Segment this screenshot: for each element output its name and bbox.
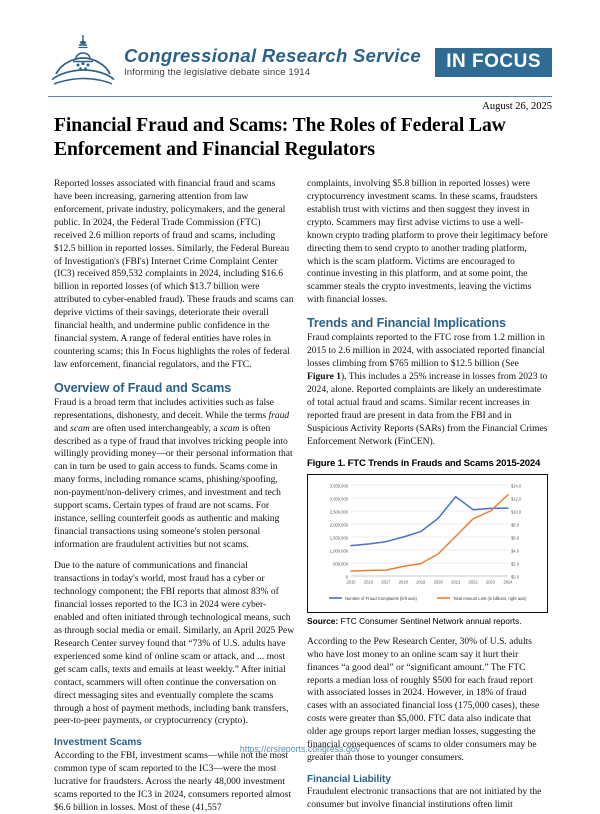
svg-text:$12.0: $12.0	[511, 496, 522, 502]
pew-paragraph: According to the Pew Research Center, 30% of U.S. adults who have lost money to an online scam say it hurt their finances “a good deal” or “significant amount.” The FTC reports a median loss of roughly $500 for each fraud report with associated losses in 2024. However, in 18% of fraud cases with an associated financial loss (175,000 cases), these costs were greater than $5,000. FTC data also indicate that older age groups report larger median losses, suggesting the financial consequences of scams to older consumers may be greater than those to younger consumers.	[307, 635, 540, 764]
subsection-heading-investment-scams: Investment Scams	[54, 737, 142, 749]
svg-text:$2.0: $2.0	[511, 561, 519, 567]
svg-text:2019: 2019	[416, 579, 426, 585]
svg-text:1,000,000: 1,000,000	[329, 548, 348, 554]
svg-text:2021: 2021	[451, 579, 461, 585]
svg-text:2,500,000: 2,500,000	[329, 509, 348, 515]
financial-liability-paragraph: Fraudulent electronic transactions that are not initiated by the consumer but involve financial institutions often limit	[307, 786, 542, 811]
svg-text:$0.0: $0.0	[511, 574, 519, 580]
chart-canvas	[311, 479, 544, 591]
svg-text:2017: 2017	[381, 579, 391, 585]
source-text: FTC Consumer Sentinel Network annual reports.	[338, 616, 522, 627]
svg-text:$4.0: $4.0	[511, 548, 519, 554]
svg-text:$10.0: $10.0	[511, 509, 522, 515]
chart-legend	[311, 591, 544, 610]
overview-italic-scam-1: scam	[70, 422, 90, 434]
svg-text:2016: 2016	[363, 579, 373, 585]
figure-source	[307, 616, 548, 627]
figure-caption: Figure 1. FTC Trends in Frauds and Scams 2015-2024	[307, 458, 541, 470]
figure-frame	[307, 474, 548, 613]
svg-text:0: 0	[345, 574, 348, 580]
masthead	[48, 32, 552, 94]
trends-paragraph	[307, 332, 548, 448]
page-title: Financial Fraud and Scams: The Roles of Federal Law Enforcement and Financial Regulators	[54, 115, 506, 160]
svg-text:$14.0: $14.0	[511, 483, 522, 489]
in-focus-badge: IN FOCUS	[435, 48, 552, 77]
section-heading-trends: Trends and Financial Implications	[307, 316, 506, 331]
organization-name: Congressional Research Service	[124, 45, 421, 66]
left-column	[54, 178, 295, 814]
overview-text-b: and	[54, 422, 71, 434]
overview-italic-fraud: fraud	[268, 409, 290, 421]
figure-1-block	[307, 458, 548, 627]
figure-reference: Figure 1	[307, 370, 342, 382]
overview-text-c: are often used interchangeably, a	[89, 422, 220, 434]
overview-paragraph-2: Due to the nature of communications and financial transactions in today's world, most fraud has a cyber or technology component; the FBI reports that almost 83% of financial losses reported to the IC3 in 2024 were cyber-enabled and often initiated through technological means, such as through social media or email. Similarly, an April 2025 Pew Research Center survey found that “73% of U.S. adults have experienced some kind of online scam or attack, and ... most get scam calls, texts and emails at least weekly.” After initial contact, scammers will often continue the conversation on direct messaging sites and eventually complete the scams through a host of payment methods, including bank transfers, peer-to-peer payments, or cryptocurrency (crypto).	[54, 560, 295, 727]
svg-text:2020: 2020	[433, 579, 443, 585]
overview-paragraph-1	[54, 397, 295, 552]
footer-url[interactable]: https://crsreports.congress.gov	[239, 744, 361, 754]
investment-scams-paragraph: According to the FBI, investment scams—while not the most common type of scam reported to the IC3—were the most lucrative for fraudsters. Across the nearly 48,000 investment scams reported to the IC3 in 2024, consumers reported almost $6.6 billion in losses. Most of these (41,557	[54, 749, 292, 813]
subsection-heading-financial-liability: Financial Liability	[307, 773, 391, 785]
svg-text:$8.0: $8.0	[511, 522, 519, 528]
overview-text-a: Fraud is a broad term that includes activities such as false representations, dishonesty, and deceit. While the terms	[54, 396, 275, 421]
trends-text-a: Fraud complaints reported to the FTC rose from 1.2 million in 2015 to 2.6 million in 2024, with associated reported financial losses climbing from $765 million to $12.5 billion (See	[307, 332, 545, 370]
trends-text-b: ). This includes a 25% increase in losses from 2023 to 2024, alone. Reported complaints are likely an underestimate of total actual fraud and scams. Similar recent increases in reported fraud are present in data from the FBI and in Suspicious Activity Reports (SARs) from the Financial Crimes Enforcement Network (FinCEN).	[307, 370, 548, 447]
svg-text:Number of Fraud Complaints (le: Number of Fraud Complaints (left axis)	[345, 596, 417, 602]
svg-text:2022: 2022	[468, 579, 478, 585]
overview-text-d: is often described as a type of fraud that involves tricking people into willingly providing money—or their personal information that can in turn be used to gain access to funds. Scams come in many forms, including romance scams, phishing/spoofing, non-payment/non-delivery crimes, and investment and tech support scams. Certain types of fraud are not scams. For instance, selling counterfeit goods as authentic and making financial transactions using someone's stolen personal information are fraudulent activities but not scams.	[54, 422, 293, 550]
crs-wordmark	[124, 46, 424, 78]
overview-italic-scam-2: scam	[219, 422, 240, 434]
capitol-dome-icon	[48, 32, 118, 88]
svg-text:1,500,000: 1,500,000	[329, 535, 348, 541]
svg-text:2024: 2024	[503, 579, 513, 585]
svg-text:2018: 2018	[398, 579, 408, 585]
svg-text:3,000,000: 3,000,000	[329, 496, 348, 502]
svg-text:Total Amount Lost (in billions: Total Amount Lost (in billions, right axis)	[453, 596, 527, 602]
source-label: Source:	[307, 616, 339, 627]
intro-paragraph: Reported losses associated with financial fraud and scams have been increasing, garnering attention from law enforcement, private industry, policymakers, and the general public. In 2024, the Federal Trade Commission (FTC) received 2.6 million reports of fraud and scams, including $12.5 billion in reported losses. Similarly, the Federal Bureau of Investigation's (FBI's) Internet Crime Complaint Center (IC3) received 859,532 complaints in 2024, including $16.6 billion in reported losses (of which $13.7 billion were attributed to cyber-enabled fraud). These frauds and scams can deprive victims of their savings, deteriorate their overall financial health, and undermine public confidence in the financial system. A range of federal entities have roles in countering scams; this In Focus highlights the roles of federal law enforcement, financial regulators, and the FTC.	[54, 178, 294, 370]
section-heading-overview: Overview of Fraud and Scams	[54, 380, 232, 395]
publication-date: August 26, 2025	[482, 101, 552, 112]
svg-text:$6.0: $6.0	[511, 535, 519, 541]
header-divider	[48, 96, 552, 97]
svg-text:500,000: 500,000	[333, 561, 348, 567]
continued-paragraph: complaints, involving $5.8 billion in reported losses) were cryptocurrency investment scams. In these scams, fraudsters establish trust with victims and then suggest they invest in crypto. Scammers may first advise victims to use a well-known crypto trading platform to prove their legitimacy before directing them to send crypto to another trading platform, which is the scam platform. Victims are encouraged to continue investing in this platform, and at some point, the scammer steals the crypto investments, leaving the victims with financial losses.	[307, 178, 548, 306]
right-column	[307, 178, 548, 812]
svg-text:2023: 2023	[486, 579, 496, 585]
svg-text:2015: 2015	[346, 579, 356, 585]
svg-text:2,000,000: 2,000,000	[329, 522, 348, 528]
organization-tagline: Informing the legislative debate since 1914	[124, 67, 311, 79]
svg-text:3,500,000: 3,500,000	[329, 483, 348, 489]
